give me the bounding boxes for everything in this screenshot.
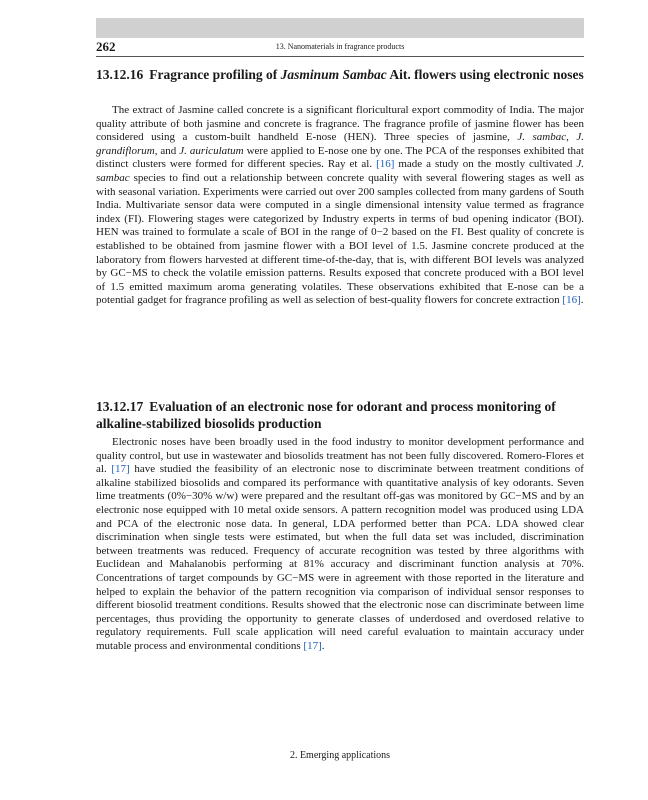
citation-link[interactable]: [17]: [111, 463, 130, 476]
text-run: .: [321, 639, 325, 652]
species-name: J. grandiflorum: [96, 131, 584, 157]
section-heading-13-12-16: [96, 66, 584, 83]
running-head: [96, 40, 584, 57]
section-number: 13.12.16: [96, 67, 144, 82]
text-run: ,: [566, 131, 577, 144]
section-heading-13-12-17: [96, 398, 584, 432]
paragraph-biosolids: [96, 436, 584, 654]
text-run: The extract of Jasmine called concrete is a significant floricultural export commodity of India. The major quality attribute of both jasmine and concrete is fragrance. The fragrance profile of jasmine flower has been considered using a custom-built handheld E-nose (HEN). Three species of jasmine,: [96, 104, 584, 144]
text-run: .: [580, 294, 584, 307]
section-number: 13.12.17: [96, 399, 144, 414]
paragraph-jasmine: [96, 104, 584, 308]
citation-link[interactable]: [17]: [303, 639, 322, 652]
heading-text: Fragrance profiling of: [149, 67, 281, 82]
species-name: J. sambac: [517, 131, 567, 144]
header-bar: [96, 18, 584, 38]
page-footer: 2. Emerging applications: [289, 750, 391, 761]
heading-text-end: Ait. flowers using electronic noses: [386, 67, 584, 82]
heading-species-italic: Jasminum Sambac: [280, 67, 387, 82]
citation-link[interactable]: [16]: [562, 294, 581, 307]
text-run: were applied to E-nose one by one. The PCA of the responses exhibited that distinct clusters were formed for different species. Ray et al.: [96, 144, 584, 171]
species-name: J. auriculatum: [179, 144, 244, 157]
text-run: Electronic noses have been broadly used in the food industry to monitor development performance and quality control, but use in wastewater and biosolids treatment has not been fully discovered. Romero-Flores et al.: [96, 436, 584, 476]
text-run: , and: [154, 144, 180, 157]
text-run: have studied the feasibility of an electronic nose to discriminate between treatment conditions of alkaline stabilized biosolids and compared its performance with quantitative analysis of key odorants. Seven lime treatments (0%−30% w/w) were prepared and the resultant off-gas was monitored by GC−MS and by an electronic nose equipped with 10 metal oxide sensors. A pattern recognition model was produced using LDA and PCA of the electronic nose data. In general, LDA performed better than PCA. LDA showed clear discrimination when single tests were estimated, but when the full data set was included, discrimination between treatments was reduced. Frequency of accurate recognition was tested by three algorithms with Euclidean and Mahalanobis performing at 81% accuracy and discriminant function analysis at 70%. Concentrations of target compounds by GC−MS were in agreement with those reported in the literature and helped to explain the behavior of the pattern recognition via comparison of individual sensor responses to different biosolid treatment conditions. Results showed that the electronic nose can discriminate between lime percentages, thus providing the opportunity to generate classes of underdosed and overdosed relative to regulatory requirements. Full scale application will need careful evaluation to maintain accuracy under mutable process and environmental conditions: [96, 463, 584, 652]
heading-text: Evaluation of an electronic nose for odorant and process monitoring of alkaline-stabilized biosolids production: [96, 399, 556, 431]
text-run: species to find out a relationship between concrete quality with several flowering stages as well as with seasonal variation. Experiments were carried out over 200 samples collected from many gardens of South India. Multivariate sensor data were computed in a single dimensional intensity value termed as fragrance index (FI). Flowering stages were categorized by Industry experts in terms of bud opening indicator (BOI). HEN was trained to formulate a scale of BOI in the range of 0−2 based on the FI. Best quality of concrete is established to be obtained from jasmine flower with a BOI level of 1.5. Jasmine concrete produced at the laboratory from flowers harvested at different time-of-the-day, that is, with different BOI levels was analyzed by GC−MS to check the volatile emission patterns. Results exposed that concrete produced with a BOI level of 1.5 emitted maximum aroma generating volatiles. These observations exhibited that E-nose can be a potential gadget for fragrance profiling as well as selection of best-quality flowers for concrete extraction: [96, 171, 584, 307]
citation-link[interactable]: [16]: [376, 158, 395, 171]
species-name: J. sambac: [96, 158, 584, 184]
page-number: 262: [96, 39, 116, 54]
text-run: made a study on the mostly cultivated: [394, 158, 577, 171]
chapter-title: 13. Nanomaterials in fragrance products: [275, 42, 405, 51]
